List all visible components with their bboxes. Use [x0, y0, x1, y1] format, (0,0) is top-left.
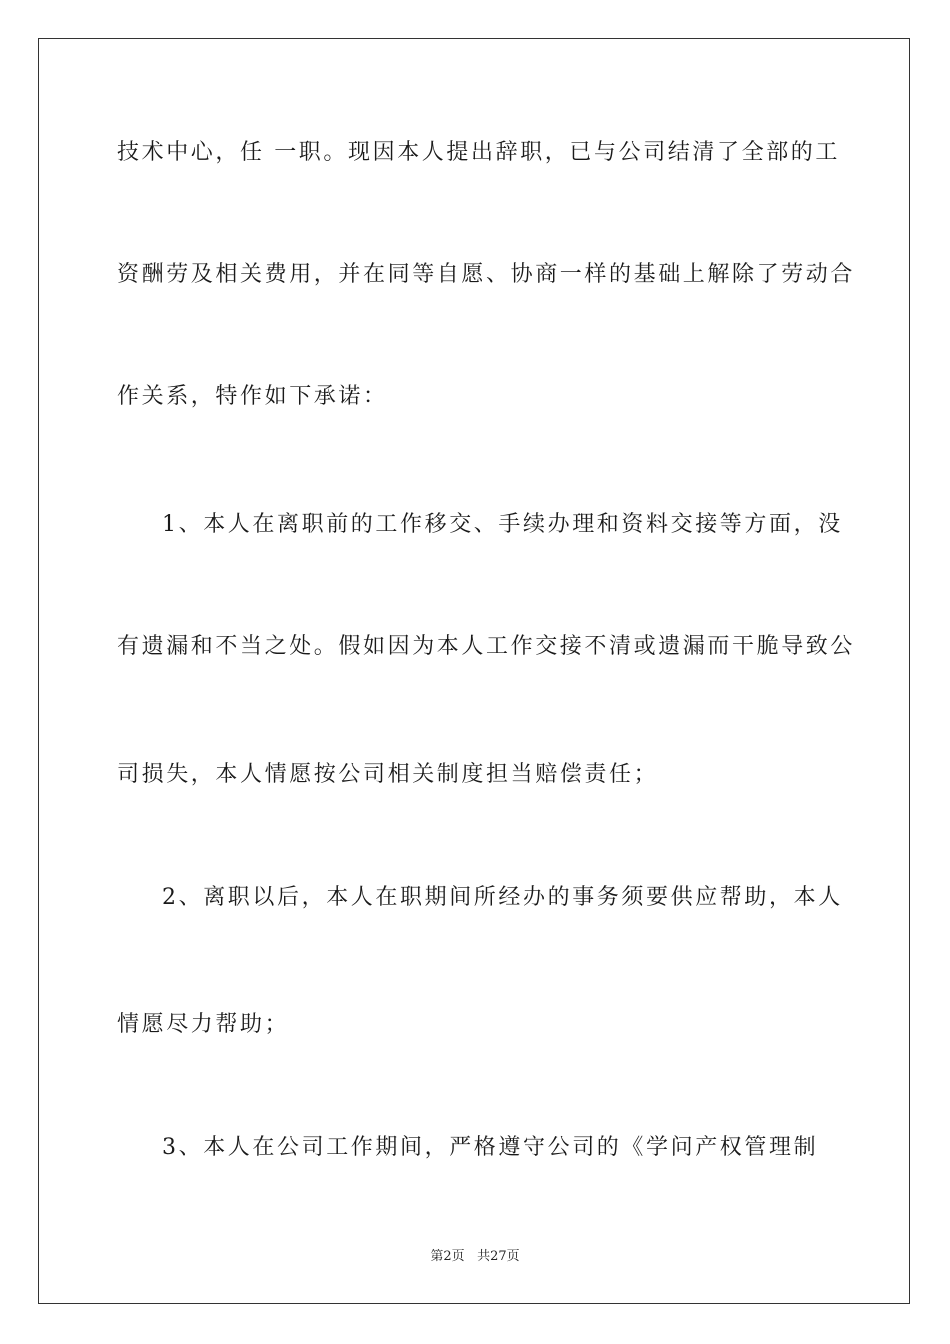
page-border: [38, 38, 910, 1304]
page-footer: [0, 1248, 950, 1266]
text-line: 2、离职以后，本人在职期间所经办的事务须要供应帮助，本人: [162, 885, 843, 910]
page-number: 第2页: [430, 1249, 465, 1264]
text-line: 资酬劳及相关费用，并在同等自愿、协商一样的基础上解除了劳动合: [117, 262, 856, 287]
text-line: 司损失，本人情愿按公司相关制度担当赔偿责任；: [117, 762, 659, 787]
text-line: 技术中心，任 一职。现因本人提出辞职，已与公司结清了全部的工: [117, 140, 840, 165]
text-line: 3、本人在公司工作期间，严格遵守公司的《学问产权管理制: [162, 1135, 819, 1160]
text-line: 作关系，特作如下承诺：: [117, 384, 388, 409]
text-line: 有遗漏和不当之处。假如因为本人工作交接不清或遗漏而干脆导致公: [117, 634, 856, 659]
text-line: 1、本人在离职前的工作移交、手续办理和资料交接等方面，没: [162, 512, 843, 537]
page-total: 共27页: [477, 1249, 520, 1264]
text-line: 情愿尽力帮助；: [117, 1012, 290, 1037]
